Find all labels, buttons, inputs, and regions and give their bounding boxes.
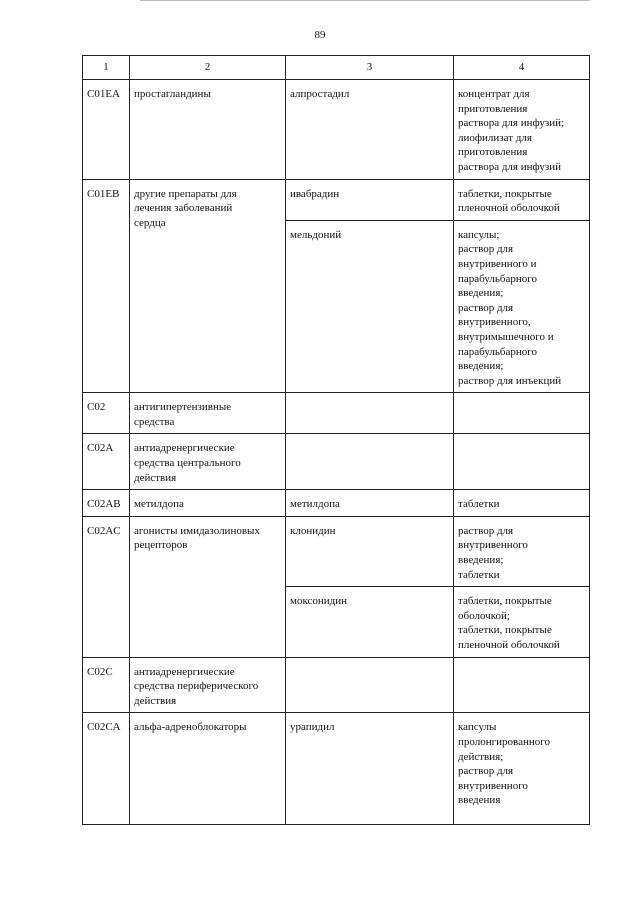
- dosage-form: [454, 434, 590, 490]
- atc-code: C01EB: [83, 179, 130, 393]
- active-substance: ивабрадин: [286, 179, 454, 220]
- column-header-4: 4: [454, 56, 590, 80]
- atc-code: C02: [83, 393, 130, 434]
- table-row: [83, 657, 590, 713]
- table-row: [83, 80, 590, 180]
- active-substance: урапидил: [286, 713, 454, 825]
- active-substance: алпростадил: [286, 80, 454, 180]
- dosage-form: таблетки, покрытые пленочной оболочкой: [454, 179, 590, 220]
- dosage-form: [454, 657, 590, 713]
- atc-code: C02AB: [83, 490, 130, 517]
- dosage-form: таблетки, покрытые оболочкой; таблетки, покрытые пленочной оболочкой: [454, 587, 590, 657]
- table-row: [83, 713, 590, 825]
- drug-group: антиадренергические средства центрального действия: [130, 434, 286, 490]
- active-substance: [286, 657, 454, 713]
- active-substance: [286, 393, 454, 434]
- table-row: [83, 490, 590, 517]
- active-substance: моксонидин: [286, 587, 454, 657]
- column-header-3: 3: [286, 56, 454, 80]
- atc-code: C02C: [83, 657, 130, 713]
- active-substance: метилдопа: [286, 490, 454, 517]
- atc-code: C02AC: [83, 516, 130, 657]
- page-number: 89: [314, 29, 326, 41]
- drug-group: альфа-адреноблокаторы: [130, 713, 286, 825]
- atc-code: C01EA: [83, 80, 130, 180]
- drug-group: простагландины: [130, 80, 286, 180]
- table-header-row: [83, 56, 590, 80]
- drug-group: метилдопа: [130, 490, 286, 517]
- active-substance: мельдоний: [286, 220, 454, 393]
- dosage-form: таблетки: [454, 490, 590, 517]
- dosage-form: капсулы; раствор для внутривенного и парабульбарного введения; раствор для внутривенного, внутримышечного и парабульбарного введения; раствор для инъекций: [454, 220, 590, 393]
- column-header-2: 2: [130, 56, 286, 80]
- atc-code: C02A: [83, 434, 130, 490]
- column-header-1: 1: [83, 56, 130, 80]
- drug-group: антигипертензивные средства: [130, 393, 286, 434]
- drug-group: антиадренергические средства периферического действия: [130, 657, 286, 713]
- table-row: [83, 516, 590, 586]
- dosage-form: [454, 393, 590, 434]
- dosage-form: капсулы пролонгированного действия; раствор для внутривенного введения: [454, 713, 590, 825]
- atc-code: C02CA: [83, 713, 130, 825]
- drug-classification-table: [82, 55, 590, 825]
- table-row: [83, 393, 590, 434]
- top-border-line: [140, 0, 590, 1]
- active-substance: [286, 434, 454, 490]
- dosage-form: раствор для внутривенного введения; таблетки: [454, 516, 590, 586]
- table-row: [83, 434, 590, 490]
- drug-group: другие препараты для лечения заболеваний сердца: [130, 179, 286, 393]
- drug-group: агонисты имидазолиновых рецепторов: [130, 516, 286, 657]
- table-row: [83, 179, 590, 220]
- dosage-form: концентрат для приготовления раствора для инфузий; лиофилизат для приготовления раствора для инфузий: [454, 80, 590, 180]
- active-substance: клонидин: [286, 516, 454, 586]
